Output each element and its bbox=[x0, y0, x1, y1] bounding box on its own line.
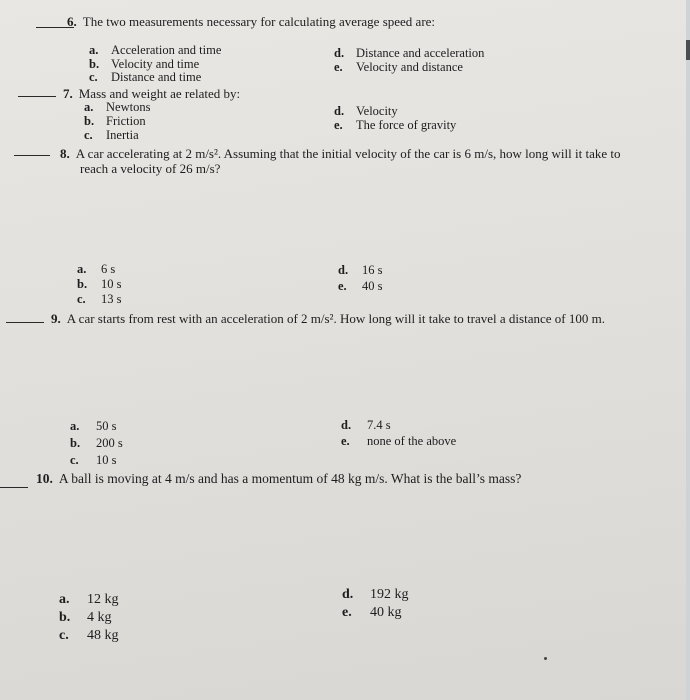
q6-option-a[interactable]: a. Acceleration and time bbox=[89, 43, 222, 57]
question-9-number: 9. bbox=[51, 311, 61, 326]
answer-blank-10[interactable] bbox=[0, 487, 28, 488]
question-6-text bbox=[67, 14, 435, 29]
q6-option-b[interactable]: b. Velocity and time bbox=[89, 57, 200, 71]
answer-blank-7[interactable] bbox=[18, 96, 56, 97]
question-10-text bbox=[36, 471, 521, 486]
answer-blank-8[interactable] bbox=[14, 155, 50, 156]
q10-option-a[interactable]: a. 12 kg bbox=[59, 592, 119, 607]
q7-option-c[interactable]: c. Inertia bbox=[84, 128, 139, 142]
question-8-number: 8. bbox=[60, 146, 70, 161]
page-edge bbox=[686, 0, 690, 700]
question-7-prompt: Mass and weight ae related by: bbox=[78, 86, 241, 101]
q10-option-d[interactable]: d. 192 kg bbox=[342, 587, 409, 602]
q8-option-a[interactable]: a. 6 s bbox=[77, 262, 116, 276]
q7-option-d[interactable]: d. Velocity bbox=[334, 104, 398, 118]
q9-option-e[interactable]: e. none of the above bbox=[341, 434, 457, 448]
q10-option-c[interactable]: c. 48 kg bbox=[59, 628, 119, 643]
question-7-text bbox=[63, 86, 240, 101]
question-8-prompt-line2: reach a velocity of 26 m/s? bbox=[80, 161, 221, 176]
q6-option-e[interactable]: e. Velocity and distance bbox=[334, 60, 463, 74]
q8-option-d[interactable]: d. 16 s bbox=[338, 263, 383, 277]
q8-option-e[interactable]: e. 40 s bbox=[338, 279, 383, 293]
q9-option-a[interactable]: a. 50 s bbox=[70, 419, 117, 433]
q10-option-e[interactable]: e. 40 kg bbox=[342, 605, 402, 620]
question-9-text bbox=[51, 311, 605, 326]
edge-tab bbox=[686, 40, 690, 60]
question-7-number: 7. bbox=[63, 86, 73, 101]
question-9-prompt: A car starts from rest with an acceleration of 2 m/s². How long will it take to travel a distance of 100 m. bbox=[66, 311, 605, 326]
stray-mark bbox=[544, 657, 547, 660]
question-8-prompt-line1: A car accelerating at 2 m/s². Assuming that the initial velocity of the car is 6 m/s, how long will it take to bbox=[75, 146, 621, 161]
q9-option-d[interactable]: d. 7.4 s bbox=[341, 418, 391, 432]
q7-option-b[interactable]: b. Friction bbox=[84, 114, 146, 128]
q9-option-c[interactable]: c. 10 s bbox=[70, 453, 117, 467]
answer-blank-9[interactable] bbox=[6, 322, 44, 323]
question-10-prompt: A ball is moving at 4 m/s and has a momentum of 48 kg m/s. What is the ball’s mass? bbox=[58, 471, 522, 486]
q8-option-c[interactable]: c. 13 s bbox=[77, 292, 122, 306]
question-6-prompt: The two measurements necessary for calculating average speed are: bbox=[82, 14, 436, 29]
question-8-text bbox=[60, 146, 660, 176]
q7-option-a[interactable]: a. Newtons bbox=[84, 100, 151, 114]
q7-option-e[interactable]: e. The force of gravity bbox=[334, 118, 457, 132]
q8-option-b[interactable]: b. 10 s bbox=[77, 277, 122, 291]
q6-option-c[interactable]: c. Distance and time bbox=[89, 70, 202, 84]
question-6-number: 6. bbox=[67, 14, 77, 29]
q10-option-b[interactable]: b. 4 kg bbox=[59, 610, 112, 625]
q9-option-b[interactable]: b. 200 s bbox=[70, 436, 123, 450]
q6-option-d[interactable]: d. Distance and acceleration bbox=[334, 46, 485, 60]
question-10-number: 10. bbox=[36, 471, 53, 486]
